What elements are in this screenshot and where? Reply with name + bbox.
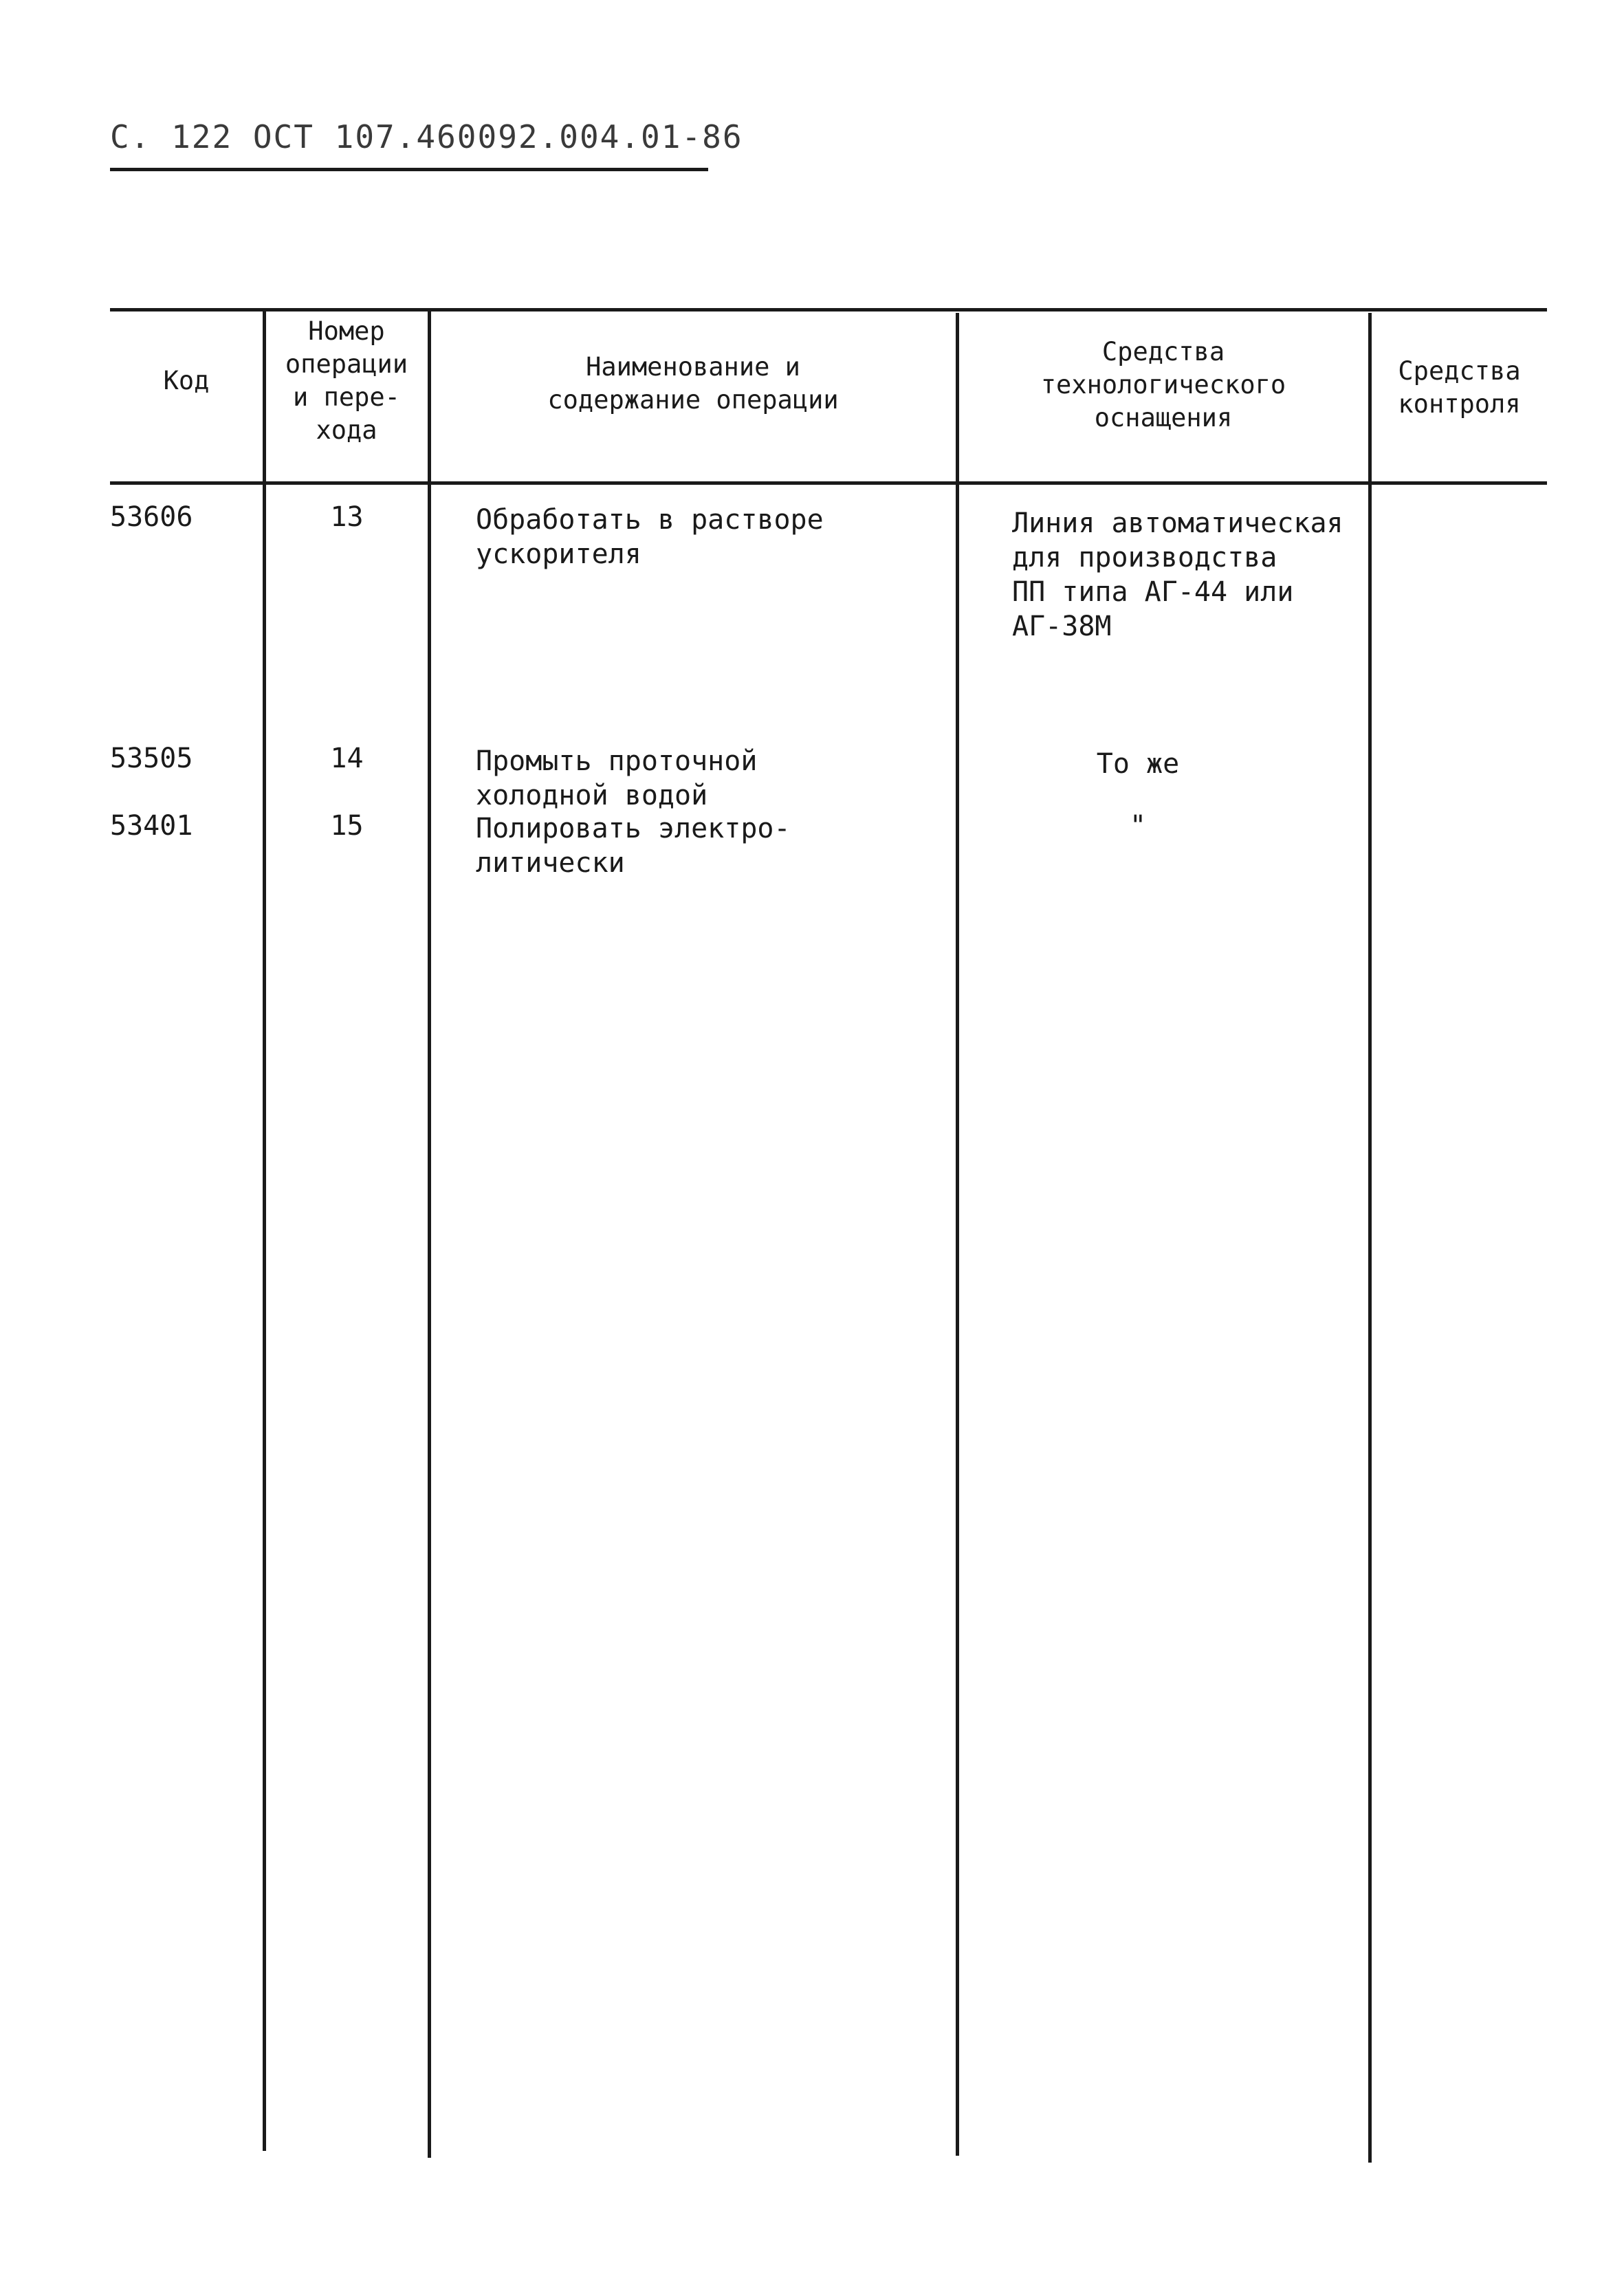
- row-operation: Полировать электро- литически: [476, 813, 791, 879]
- row-number: 15: [330, 810, 364, 842]
- column-divider-3: [956, 313, 959, 2156]
- table-header-rule: [110, 481, 1547, 485]
- row-number: 14: [330, 743, 364, 774]
- column-header-control: Средства контроля: [1398, 356, 1521, 419]
- row-code: 53401: [110, 810, 193, 842]
- row-operation: Промыть проточной холодной водой: [476, 745, 758, 811]
- column-divider-2: [428, 308, 431, 2158]
- column-divider-1: [263, 308, 266, 2151]
- column-header-equipment: Средства технологического оснащения: [1040, 337, 1286, 433]
- row-equipment: ": [1129, 810, 1147, 842]
- column-header-number: Номер операции и пере- хода: [285, 316, 408, 445]
- column-divider-4: [1368, 313, 1372, 2163]
- row-equipment: То же: [1096, 748, 1180, 780]
- page-reference: С. 122 ОСТ 107.460092.004.01-86: [110, 118, 743, 155]
- column-header-code: Код: [163, 366, 210, 395]
- header-underline: [110, 168, 708, 171]
- row-code: 53606: [110, 501, 193, 533]
- column-header-operation: Наименование и содержание операции: [547, 352, 839, 415]
- row-equipment: Линия автоматическая для производства ПП типа АГ-44 или АГ-38М: [1012, 507, 1343, 642]
- row-code: 53505: [110, 743, 193, 774]
- row-number: 13: [330, 501, 364, 533]
- row-operation: Обработать в растворе ускорителя: [476, 504, 824, 570]
- table-top-rule: [110, 308, 1547, 311]
